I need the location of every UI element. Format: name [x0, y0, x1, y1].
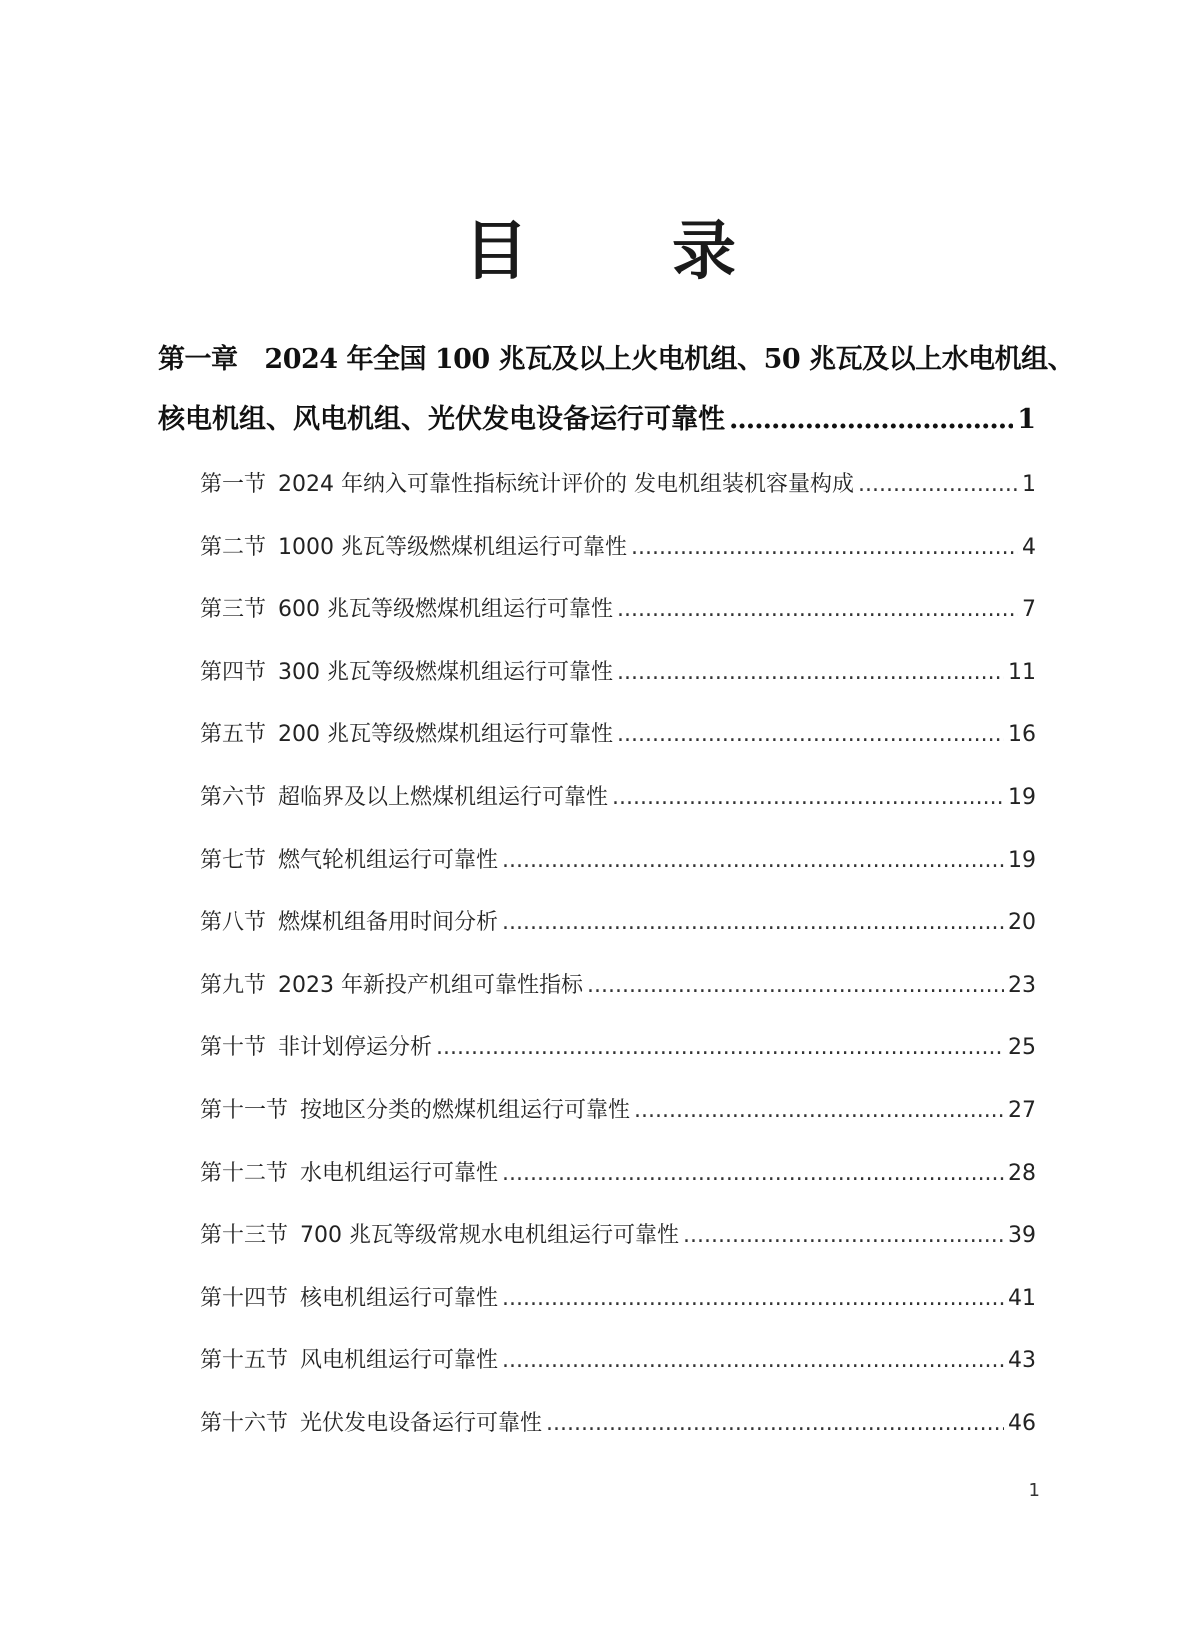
section-title: 燃气轮机组运行可靠性 — [278, 847, 499, 873]
toc-entry[interactable] — [200, 470, 1036, 533]
toc-entry[interactable] — [200, 658, 1036, 721]
dot-leader — [858, 470, 1018, 500]
section-label: 第六节 — [200, 784, 267, 810]
dot-leader — [502, 1284, 1004, 1314]
dot-leader — [631, 533, 1018, 563]
section-title: 非计划停运分析 — [278, 1035, 433, 1061]
section-page-number: 4 — [1022, 534, 1036, 560]
toc-section-list — [200, 470, 1036, 1472]
toc-entry[interactable] — [200, 783, 1036, 846]
toc-entry[interactable] — [200, 1346, 1036, 1409]
section-title: 2024 年纳入可靠性指标统计评价的 发电机组装机容量构成 — [278, 472, 854, 497]
dot-leader — [683, 1221, 1004, 1251]
section-label: 第五节 — [200, 722, 267, 748]
dot-leader — [617, 720, 1004, 750]
toc-entry[interactable] — [200, 720, 1036, 783]
chapter-title-line2: 核电机组、风电机组、光伏发电设备运行可靠性 — [158, 404, 725, 435]
section-page-number: 28 — [1008, 1160, 1036, 1186]
dot-leader — [436, 1033, 1004, 1063]
section-title: 200 兆瓦等级燃煤机组运行可靠性 — [278, 722, 614, 748]
toc-chapter-entry[interactable] — [158, 340, 1075, 440]
section-page-number: 25 — [1008, 1035, 1036, 1061]
section-title: 700 兆瓦等级常规水电机组运行可靠性 — [300, 1223, 680, 1249]
dot-leader — [617, 595, 1018, 625]
dot-leader — [502, 1159, 1004, 1189]
dot-leader — [502, 1346, 1004, 1376]
section-page-number: 27 — [1008, 1097, 1036, 1123]
toc-entry[interactable] — [200, 1284, 1036, 1347]
dot-leader — [502, 908, 1004, 938]
section-page-number: 23 — [1008, 972, 1036, 998]
section-title: 超临界及以上燃煤机组运行可靠性 — [278, 784, 609, 810]
toc-entry[interactable] — [200, 846, 1036, 909]
dot-leader — [729, 400, 1013, 440]
toc-entry[interactable] — [200, 1409, 1036, 1472]
toc-entry[interactable] — [200, 595, 1036, 658]
dot-leader — [612, 783, 1004, 813]
toc-entry[interactable] — [200, 908, 1036, 971]
section-label: 第十五节 — [200, 1348, 289, 1374]
section-title: 1000 兆瓦等级燃煤机组运行可靠性 — [278, 534, 627, 560]
section-label: 第十节 — [200, 1035, 267, 1061]
toc-entry[interactable] — [200, 1221, 1036, 1284]
section-page-number: 43 — [1008, 1348, 1036, 1374]
page-footer-number: 1 — [1028, 1480, 1040, 1501]
section-label: 第十六节 — [200, 1410, 289, 1436]
section-label: 第十一节 — [200, 1097, 289, 1123]
section-label: 第十二节 — [200, 1160, 289, 1186]
dot-leader — [546, 1409, 1004, 1439]
section-label: 第十三节 — [200, 1223, 289, 1249]
section-label: 第七节 — [200, 847, 267, 873]
dot-leader — [587, 971, 1004, 1001]
section-page-number: 39 — [1008, 1223, 1036, 1249]
section-title: 2023 年新投产机组可靠性指标 — [278, 972, 583, 998]
section-page-number: 16 — [1008, 722, 1036, 748]
section-page-number: 46 — [1008, 1410, 1036, 1436]
section-page-number: 1 — [1022, 472, 1036, 497]
dot-leader — [634, 1096, 1004, 1126]
section-title: 300 兆瓦等级燃煤机组运行可靠性 — [278, 659, 614, 685]
section-page-number: 20 — [1008, 910, 1036, 936]
chapter-page-number: 1 — [1017, 404, 1036, 435]
section-page-number: 19 — [1008, 784, 1036, 810]
toc-entry[interactable] — [200, 1159, 1036, 1222]
section-label: 第三节 — [200, 597, 267, 623]
section-title: 600 兆瓦等级燃煤机组运行可靠性 — [278, 597, 614, 623]
toc-entry[interactable] — [200, 1096, 1036, 1159]
section-title: 燃煤机组备用时间分析 — [278, 910, 499, 936]
toc-entry[interactable] — [200, 971, 1036, 1034]
section-title: 按地区分类的燃煤机组运行可靠性 — [300, 1097, 631, 1123]
section-label: 第二节 — [200, 534, 267, 560]
section-label: 第十四节 — [200, 1285, 289, 1311]
chapter-heading-line2 — [158, 400, 1036, 440]
section-title: 核电机组运行可靠性 — [300, 1285, 499, 1311]
section-label: 第九节 — [200, 972, 267, 998]
dot-leader — [617, 658, 1004, 688]
section-title: 风电机组运行可靠性 — [300, 1348, 499, 1374]
chapter-heading-line1 — [158, 340, 1075, 380]
section-title: 光伏发电设备运行可靠性 — [300, 1410, 543, 1436]
toc-entry[interactable] — [200, 1033, 1036, 1096]
section-title: 水电机组运行可靠性 — [300, 1160, 499, 1186]
dot-leader — [502, 846, 1004, 876]
section-label: 第四节 — [200, 659, 267, 685]
section-page-number: 7 — [1022, 597, 1036, 623]
section-label: 第一节 — [200, 472, 267, 497]
chapter-label: 第一章 — [158, 344, 238, 375]
chapter-title-line1: 2024 年全国 100 兆瓦及以上火电机组、50 兆瓦及以上水电机组、 — [264, 344, 1075, 375]
section-label: 第八节 — [200, 910, 267, 936]
section-page-number: 19 — [1008, 847, 1036, 873]
toc-entry[interactable] — [200, 533, 1036, 596]
section-page-number: 41 — [1008, 1285, 1036, 1311]
page-title: 目 录 — [464, 214, 776, 289]
section-page-number: 11 — [1008, 659, 1036, 685]
